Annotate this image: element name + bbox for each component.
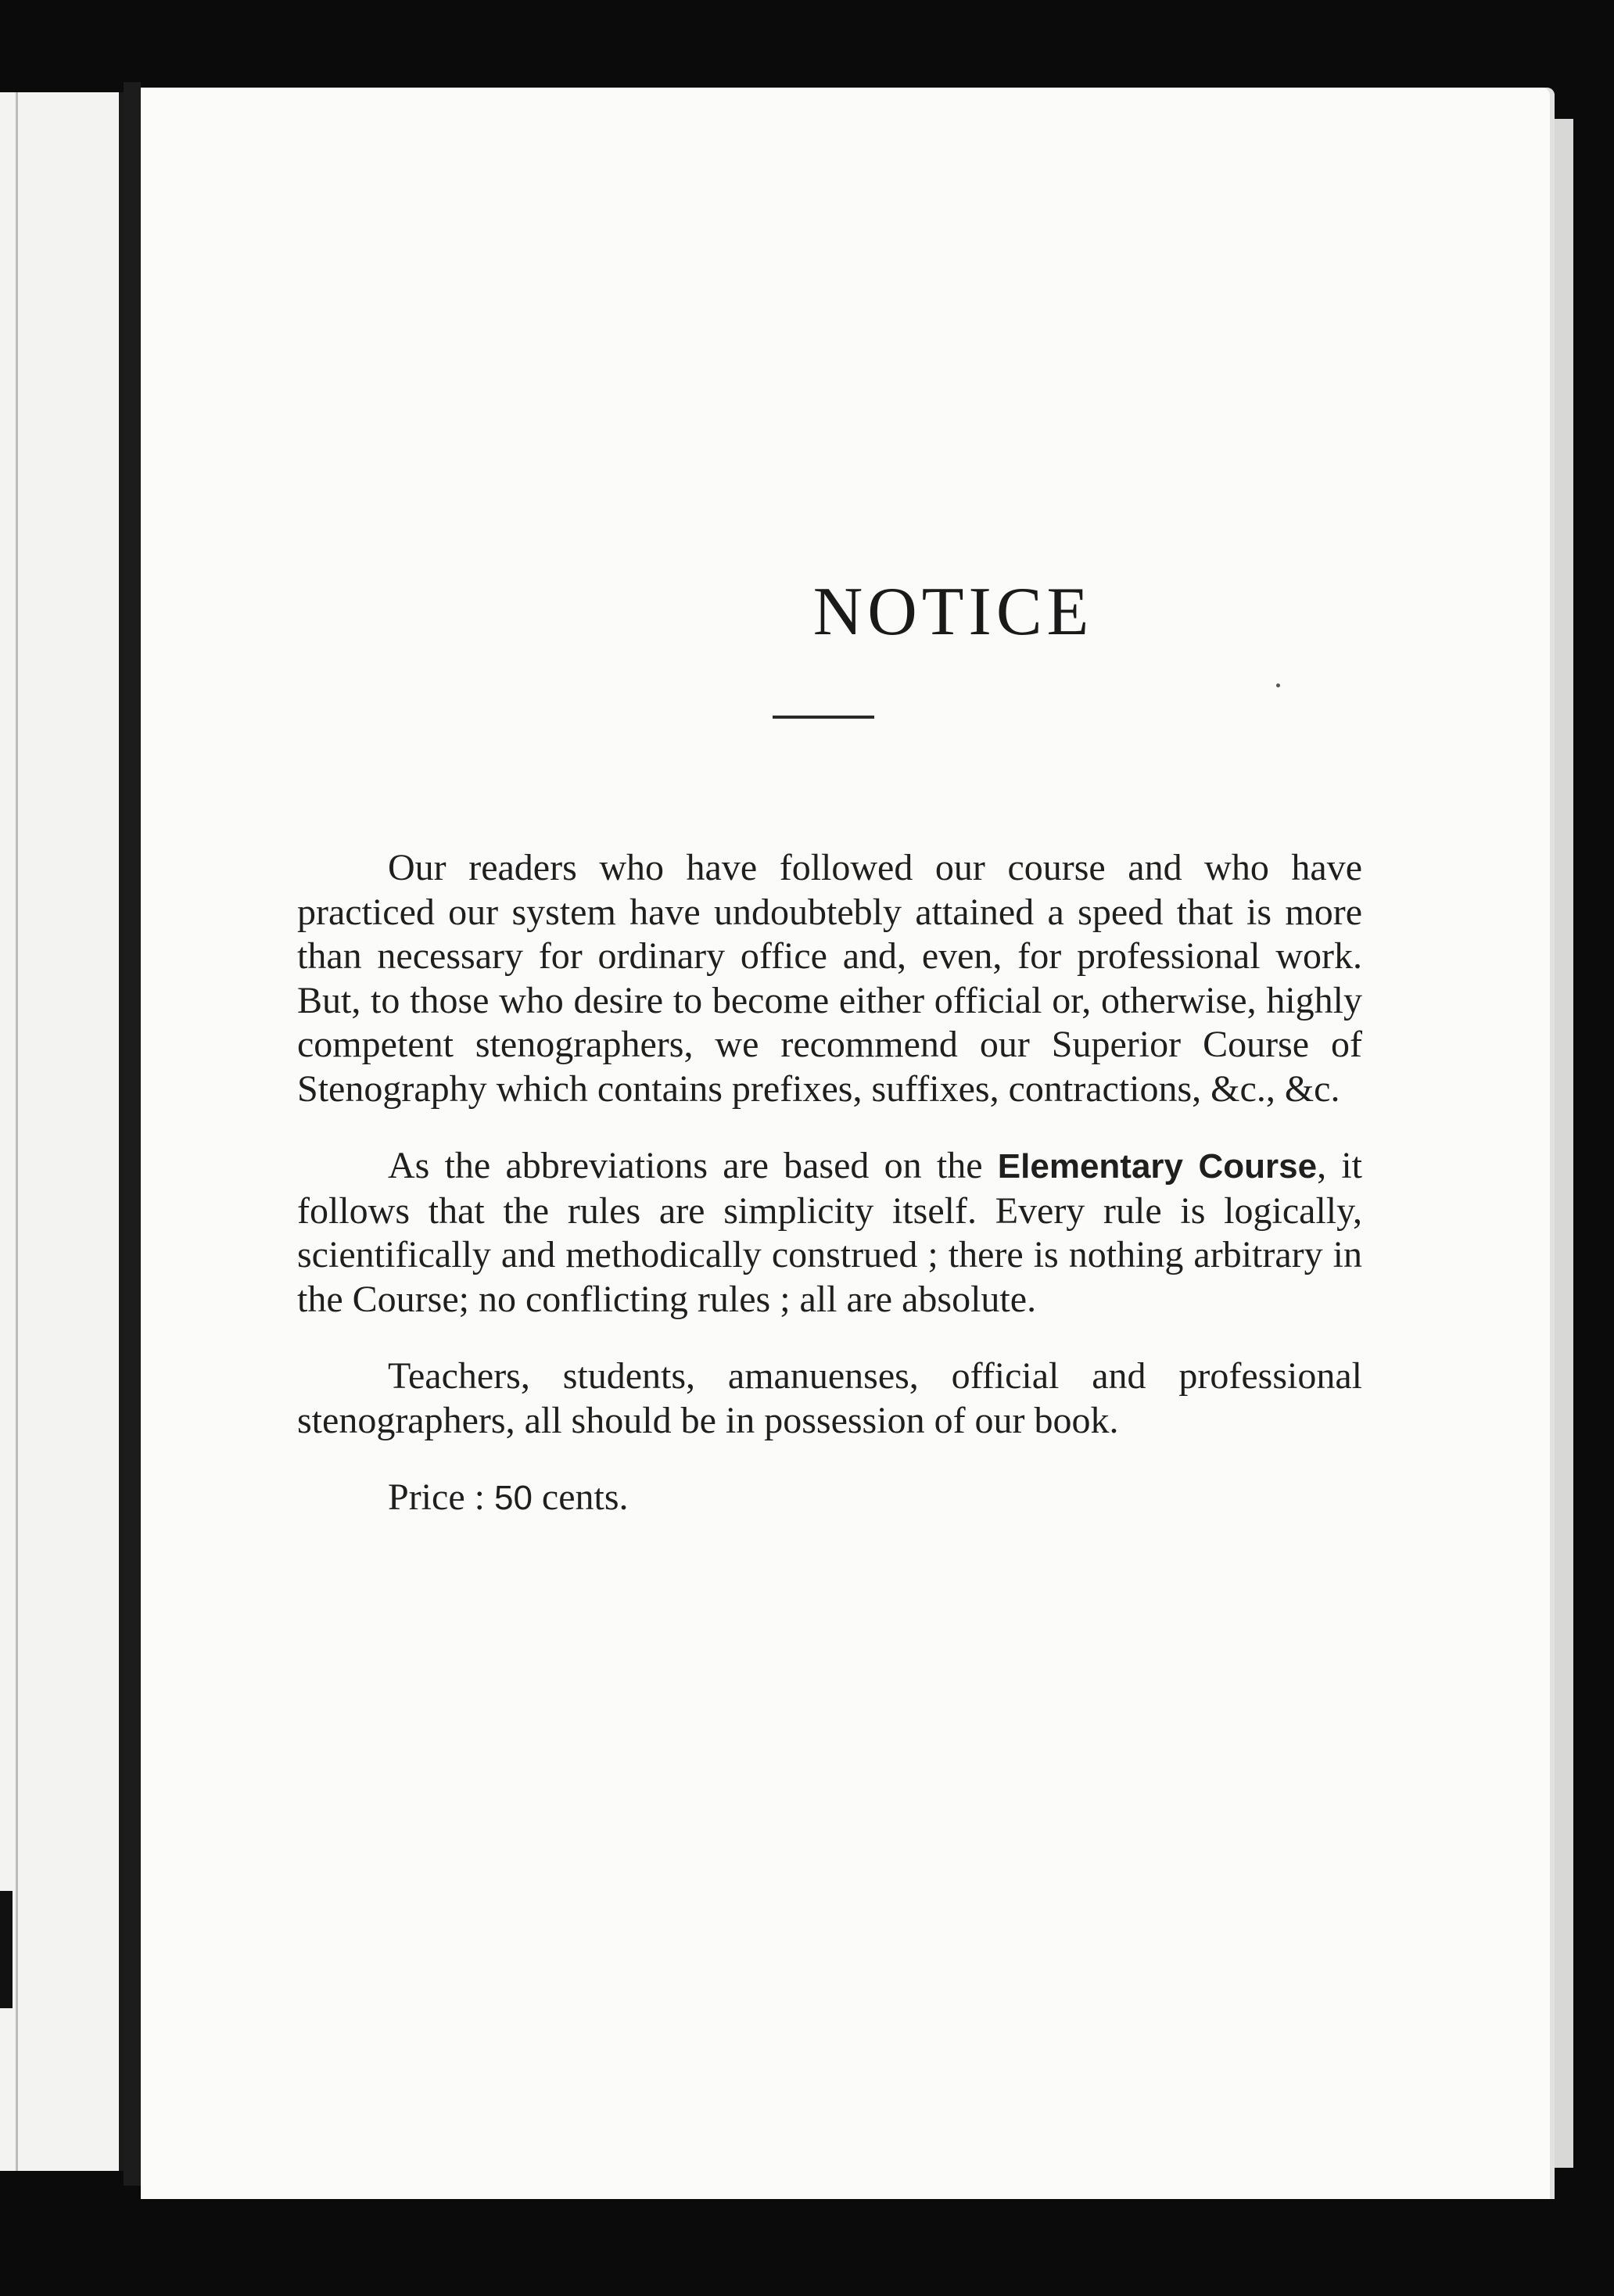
price-label: Price :: [388, 1476, 494, 1518]
title-divider: [773, 716, 874, 719]
left-page-edge: [16, 92, 18, 2171]
page-right-edge: [1555, 119, 1573, 2168]
book-gutter: [124, 82, 141, 2186]
notice-body: [297, 846, 1362, 1520]
left-page-notch: [0, 1891, 13, 2008]
left-facing-page: [0, 92, 124, 2171]
main-page: [141, 88, 1555, 2199]
price-amount: 50: [493, 1479, 533, 1517]
page-title: NOTICE: [812, 574, 1094, 650]
paragraph-readers: Our readers who have followed our course and who have practiced our system have undoubtebly attained a speed that is more than necessary for ordinary office and, even, for professional work. But, to those who desire to become either official or, otherwise, highly competent stenographers, we recommend our Superior Course of Stenography which contains prefixes, suffixes, contractions, &c., &c.: [297, 847, 1362, 1110]
paper-speck: [1276, 683, 1280, 687]
price-line: [297, 1476, 1362, 1520]
paragraph-abbreviations: [297, 1144, 1362, 1322]
elementary-course-label: Elementary Course: [997, 1147, 1318, 1186]
paragraph-teachers: Teachers, students, amanuenses, official and professional stenographers, all should be in possession of our book.: [297, 1355, 1362, 1441]
paragraph-abbreviations-start: As the abbreviations are based on the: [388, 1145, 998, 1186]
price-unit: cents.: [532, 1476, 629, 1518]
paragraph-abbreviations-end: , it follows that the rules are simplicity itself. Every rule is logically, scientifically and methodically construed ; there is nothing arbitrary in the Course; no conflicting rules ; all are absolute.: [297, 1145, 1363, 1320]
